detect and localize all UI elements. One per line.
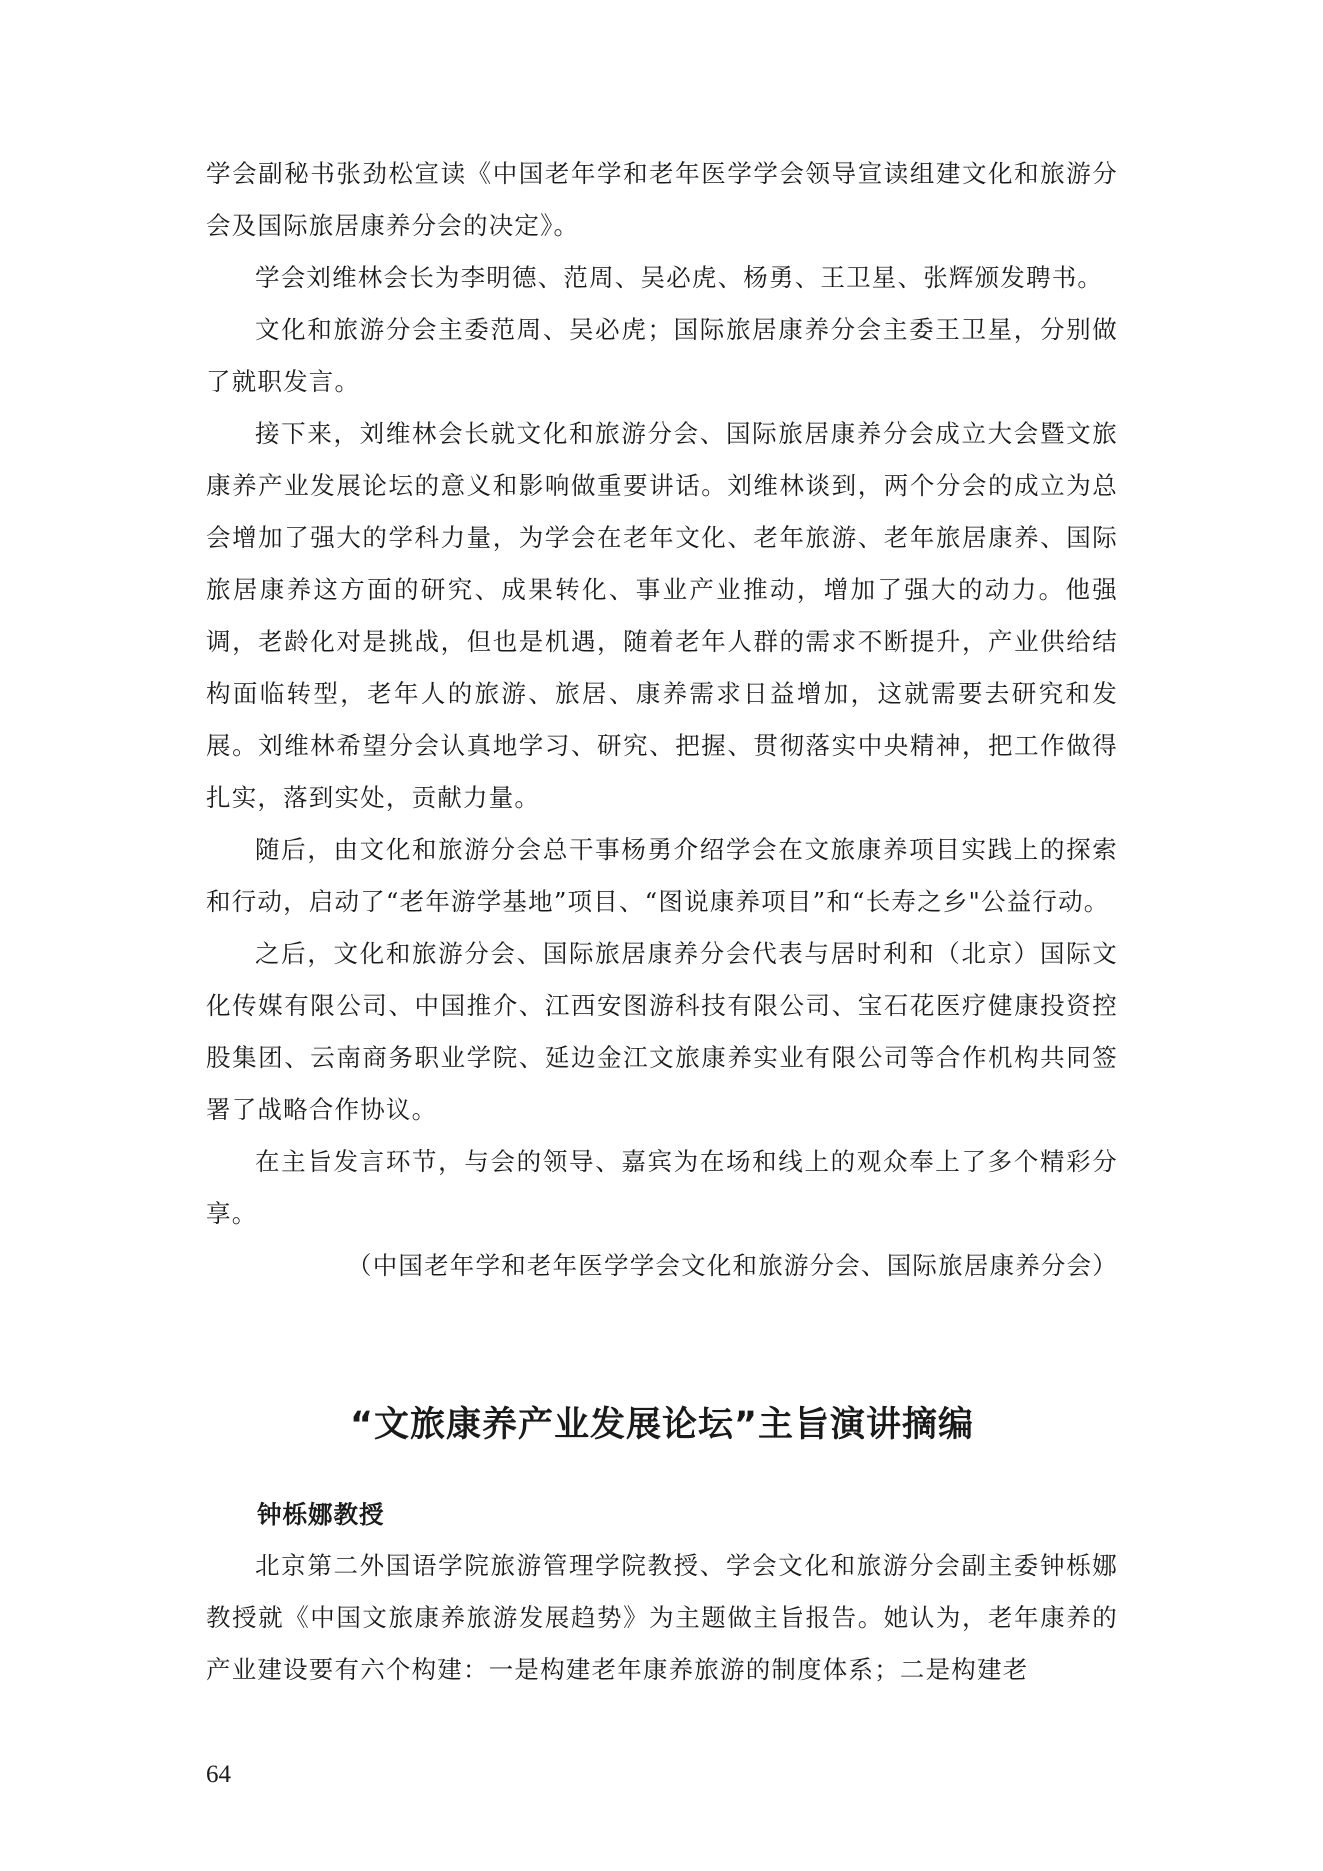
report-paragraph-5: 随后，由文化和旅游分会总干事杨勇介绍学会在文旅康养项目实践上的探索和行动，启动了“老年游学基地”项目、“图说康养项目”和“长寿之乡"公益行动。 (206, 835, 1118, 916)
report-paragraph-1: 学会副秘书张劲松宣读《中国老年学和老年医学学会领导宣读组建文化和旅游分会及国际旅居康养分会的决定》。 (206, 159, 1118, 240)
report-paragraph-3: 文化和旅游分会主委范周、吴必虎；国际旅居康养分会主委王卫星，分别做了就职发言。 (206, 315, 1118, 396)
page-number: 64 (206, 1761, 231, 1788)
report-body (206, 148, 1118, 1292)
report-paragraph-2: 学会刘维林会长为李明德、范周、吴必虎、杨勇、王卫星、张辉颁发聘书。 (255, 263, 1104, 292)
speech-body (206, 1540, 1118, 1696)
report-paragraph-6: 之后，文化和旅游分会、国际旅居康养分会代表与居时利和（北京）国际文化传媒有限公司、中国推介、江西安图游科技有限公司、宝石花医疗健康投资控股集团、云南商务职业学院、延边金江文旅康养实业有限公司等合作机构共同签署了战略合作协议。 (206, 939, 1118, 1124)
speaker-name: 钟栎娜教授 (257, 1500, 385, 1529)
report-paragraph-4: 接下来，刘维林会长就文化和旅游分会、国际旅居康养分会成立大会暨文旅康养产业发展论坛的意义和影响做重要讲话。刘维林谈到，两个分会的成立为总会增加了强大的学科力量，为学会在老年文化、老年旅游、老年旅居康养、国际旅居康养这方面的研究、成果转化、事业产业推动，增加了强大的动力。他强调，老龄化对是挑战，但也是机遇，随着老年人群的需求不断提升，产业供给结构面临转型，老年人的旅游、旅居、康养需求日益增加，这就需要去研究和发展。刘维林希望分会认真地学习、研究、把握、贯彻落实中央精神，把工作做得扎实，落到实处，贡献力量。 (206, 419, 1118, 812)
speech-paragraph: 北京第二外国语学院旅游管理学院教授、学会文化和旅游分会副主委钟栎娜教授就《中国文旅康养旅游发展趋势》为主题做主旨报告。她认为，老年康养的产业建设要有六个构建：一是构建老年康养旅游的制度体系；二是构建老 (206, 1551, 1118, 1684)
section-title: “文旅康养产业发展论坛”主旨演讲摘编 (349, 1405, 974, 1445)
report-paragraph-7: 在主旨发言环节，与会的领导、嘉宾为在场和线上的观众奉上了多个精彩分享。 (206, 1147, 1118, 1228)
report-source: （中国老年学和老年医学学会文化和旅游分会、国际旅居康养分会） (347, 1251, 1118, 1280)
